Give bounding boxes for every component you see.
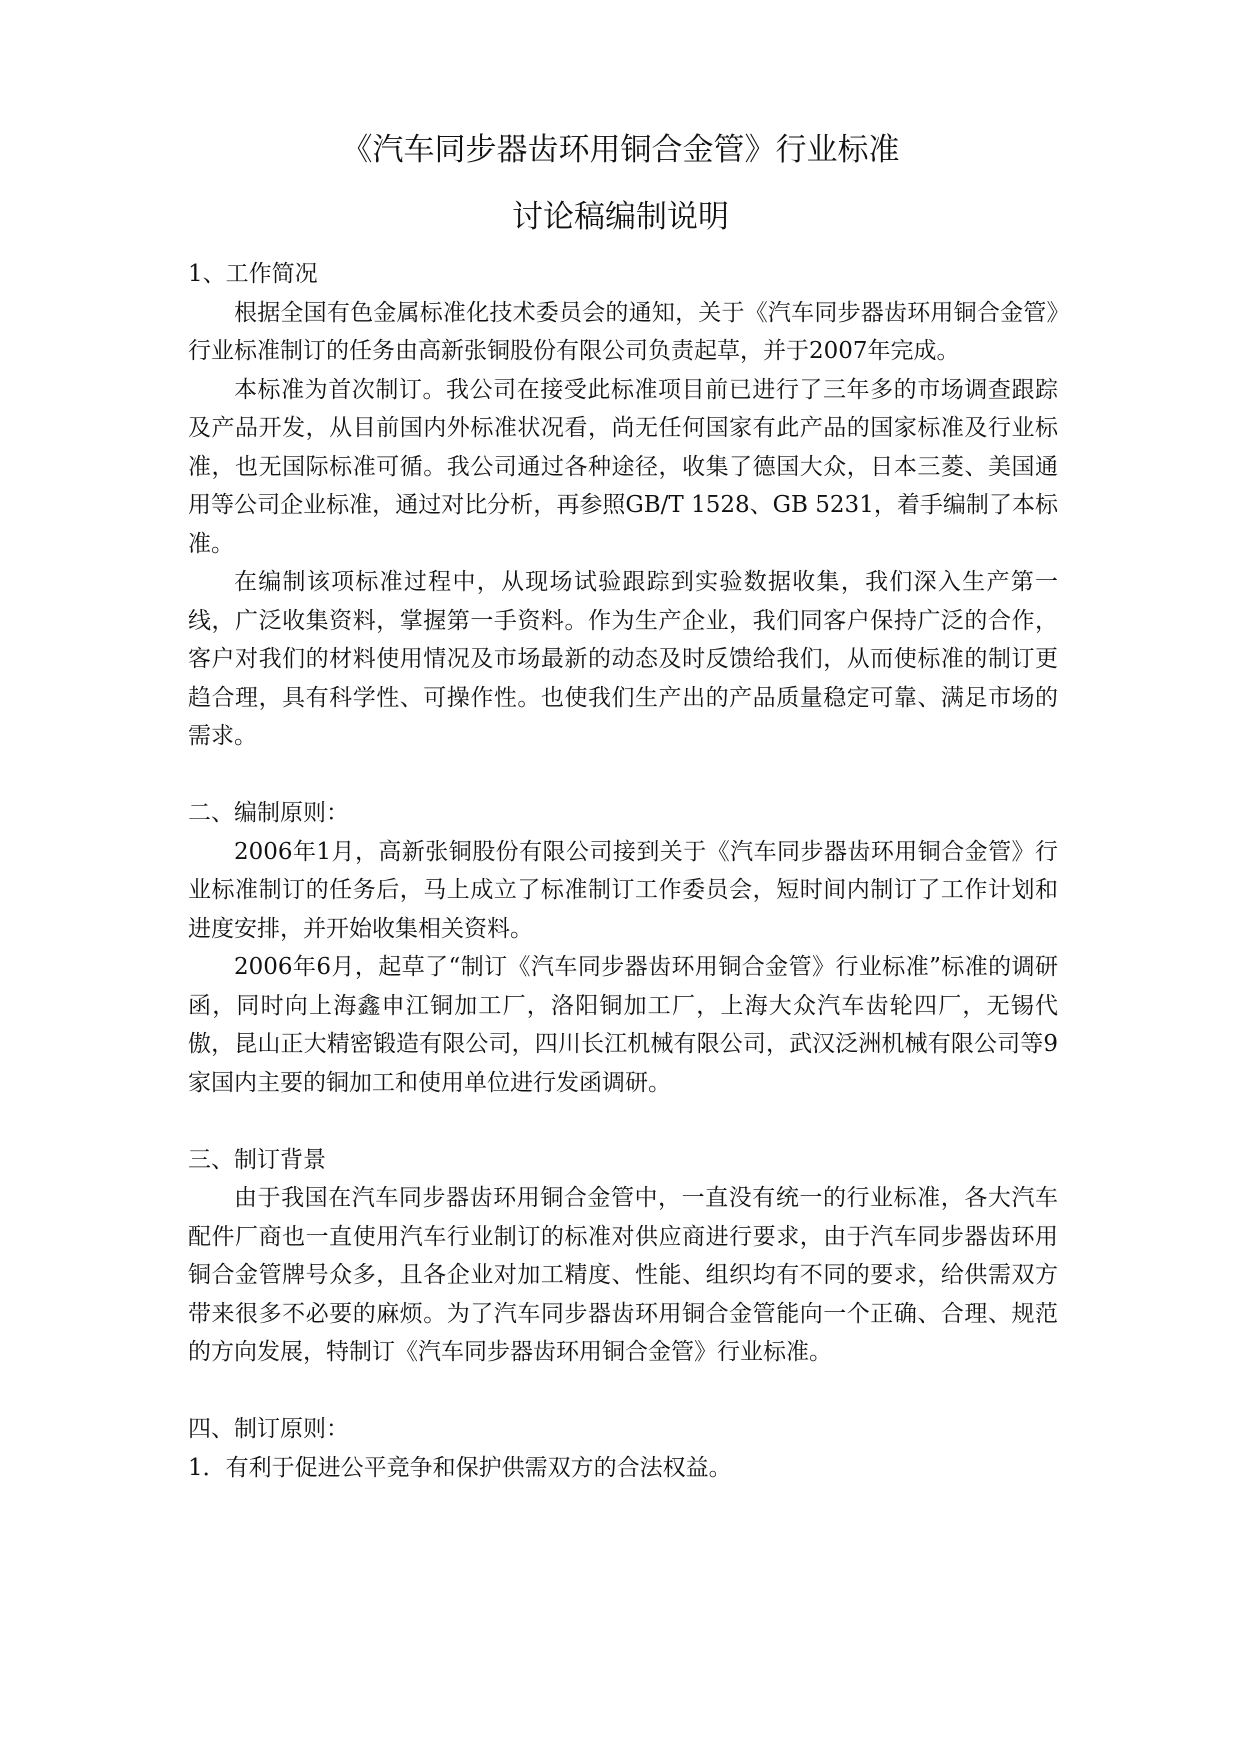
section-heading: 三、制订背景 bbox=[188, 1146, 326, 1173]
section-background bbox=[188, 1141, 1058, 1372]
section-heading: 二、编制原则： bbox=[188, 800, 349, 826]
section-work-overview bbox=[188, 255, 1058, 756]
document-body bbox=[188, 255, 1058, 1487]
document-title: 《汽车同步器齿环用铜合金管》行业标准 bbox=[341, 132, 900, 168]
document-subtitle: 讨论稿编制说明 bbox=[512, 199, 729, 235]
section-formulation-principles bbox=[188, 1410, 1058, 1487]
paragraph: 2006年1月，高新张铜股份有限公司接到关于《汽车同步器齿环用铜合金管》行业标准制订的任务后，马上成立了标准制订工作委员会，短时间内制订了工作计划和进度安排，并开始收集相关资料。 bbox=[188, 838, 1058, 942]
list-item: 1．有利于促进公平竞争和保护供需双方的合法权益。 bbox=[188, 1454, 732, 1481]
paragraph: 本标准为首次制订。我公司在接受此标准项目前已进行了三年多的市场调查跟踪及产品开发，从目前国内外标准状况看，尚无任何国家有此产品的国家标准及行业标准，也无国际标准可循。我公司通过各种途径，收集了德国大众，日本三菱、美国通用等公司企业标准，通过对比分析，再参照GB/T 1528、GB 5231，着手编制了本标准。 bbox=[188, 376, 1058, 557]
section-spacer bbox=[188, 756, 1058, 795]
section-spacer bbox=[188, 1372, 1058, 1411]
section-heading: 四、制订原则： bbox=[188, 1416, 349, 1442]
section-compilation-principles bbox=[188, 794, 1058, 1102]
section-heading: 1、工作简况 bbox=[188, 261, 318, 287]
paragraph: 2006年6月，起草了“制订《汽车同步器齿环用铜合金管》行业标准”标准的调研函，同时向上海鑫申江铜加工厂，洛阳铜加工厂，上海大众汽车齿轮四厂，无锡代傲，昆山正大精密锻造有限公司，四川长江机械有限公司，武汉泛洲机械有限公司等9家国内主要的铜加工和使用单位进行发函调研。 bbox=[188, 954, 1058, 1096]
section-spacer bbox=[188, 1102, 1058, 1141]
paragraph: 由于我国在汽车同步器齿环用铜合金管中，一直没有统一的行业标准，各大汽车配件厂商也一直使用汽车行业制订的标准对供应商进行要求，由于汽车同步器齿环用铜合金管牌号众多，且各企业对加工精度、性能、组织均有不同的要求，给供需双方带来很多不必要的麻烦。为了汽车同步器齿环用铜合金管能向一个正确、合理、规范的方向发展，特制订《汽车同步器齿环用铜合金管》行业标准。 bbox=[188, 1185, 1058, 1365]
paragraph: 在编制该项标准过程中，从现场试验跟踪到实验数据收集，我们深入生产第一线，广泛收集资料，掌握第一手资料。作为生产企业，我们同客户保持广泛的合作，客户对我们的材料使用情况及市场最新的动态及时反馈给我们，从而使标准的制订更趋合理，具有科学性、可操作性。也使我们生产出的产品质量稳定可靠、满足市场的需求。 bbox=[188, 569, 1058, 749]
paragraph: 根据全国有色金属标准化技术委员会的通知，关于《汽车同步器齿环用铜合金管》行业标准制订的任务由高新张铜股份有限公司负责起草，并于2007年完成。 bbox=[188, 299, 1058, 364]
